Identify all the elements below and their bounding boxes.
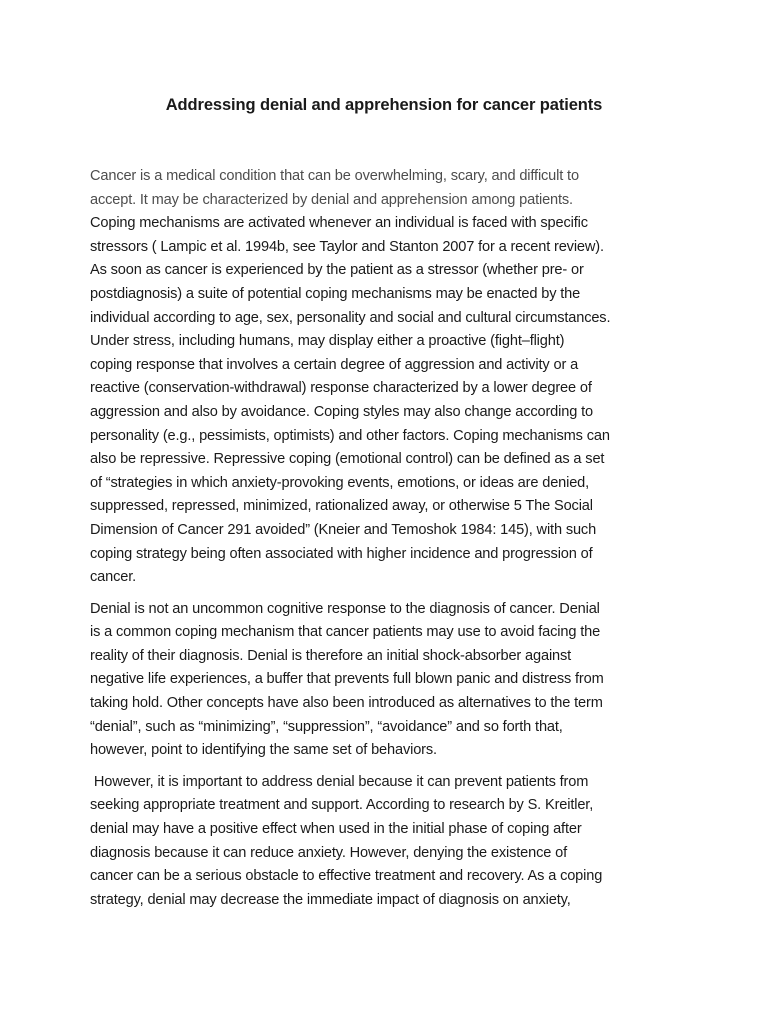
- text-line: of “strategies in which anxiety-provoking events, emotions, or ideas are denied,: [90, 474, 590, 491]
- text-line: cancer.: [90, 569, 137, 586]
- text-line: coping response that involves a certain degree of aggression and activity or a: [90, 356, 579, 373]
- text-line: seeking appropriate treatment and support. According to research by S. Kreitler,: [90, 797, 594, 814]
- text-line: also be repressive. Repressive coping (emotional control) can be defined as a set: [90, 451, 605, 468]
- text-line: Coping mechanisms are activated whenever an individual is faced with specific: [90, 215, 588, 232]
- text-line: However, it is important to address denial because it can prevent patients from: [90, 773, 589, 790]
- text-line: personality (e.g., pessimists, optimists) and other factors. Coping mechanisms can: [90, 427, 610, 444]
- text-line: cancer can be a serious obstacle to effective treatment and recovery. As a coping: [90, 868, 603, 885]
- text-line: aggression and also by avoidance. Coping styles may also change according to: [90, 403, 593, 420]
- text-line: negative life experiences, a buffer that prevents full blown panic and distress from: [90, 671, 604, 688]
- text-line: taking hold. Other concepts have also been introduced as alternatives to the term: [90, 695, 603, 712]
- paragraph-3: [90, 771, 688, 913]
- text-line: individual according to age, sex, personality and social and cultural circumstances.: [90, 309, 611, 326]
- text-line: Dimension of Cancer 291 avoided” (Kneier and Temoshok 1984: 145), with such: [90, 521, 597, 538]
- text-line: diagnosis because it can reduce anxiety. However, denying the existence of: [90, 844, 568, 861]
- text-line: is a common coping mechanism that cancer patients may use to avoid facing the: [90, 624, 601, 641]
- paragraph-2: [90, 598, 688, 763]
- text-line: stressors ( Lampic et al. 1994b, see Taylor and Stanton 2007 for a recent review).: [90, 238, 604, 255]
- document-body: [90, 165, 688, 920]
- text-line: suppressed, repressed, minimized, rationalized away, or otherwise 5 The Social: [90, 498, 593, 515]
- text-line: “denial”, such as “minimizing”, “suppression”, “avoidance” and so forth that,: [90, 718, 563, 735]
- text-line: strategy, denial may decrease the immediate impact of diagnosis on anxiety,: [90, 891, 571, 908]
- document-title: Addressing denial and apprehension for cancer patients: [165, 96, 603, 114]
- lead-line: accept. It may be characterized by denial and apprehension among patients.: [90, 191, 573, 208]
- text-line: Denial is not an uncommon cognitive response to the diagnosis of cancer. Denial: [90, 600, 600, 617]
- text-line: As soon as cancer is experienced by the patient as a stressor (whether pre- or: [90, 262, 584, 279]
- lead-line: Cancer is a medical condition that can be overwhelming, scary, and difficult to: [90, 168, 579, 184]
- text-line: reality of their diagnosis. Denial is therefore an initial shock-absorber against: [90, 647, 572, 664]
- text-line: Under stress, including humans, may display either a proactive (fight–flight): [90, 333, 565, 350]
- text-line: postdiagnosis) a suite of potential coping mechanisms may be enacted by the: [90, 285, 581, 302]
- text-line: however, point to identifying the same set of behaviors.: [90, 742, 437, 759]
- text-line: coping strategy being often associated with higher incidence and progression of: [90, 545, 593, 562]
- text-line: denial may have a positive effect when used in the initial phase of coping after: [90, 821, 582, 838]
- paragraph-1: [90, 165, 688, 590]
- text-line: reactive (conservation-withdrawal) response characterized by a lower degree of: [90, 380, 592, 397]
